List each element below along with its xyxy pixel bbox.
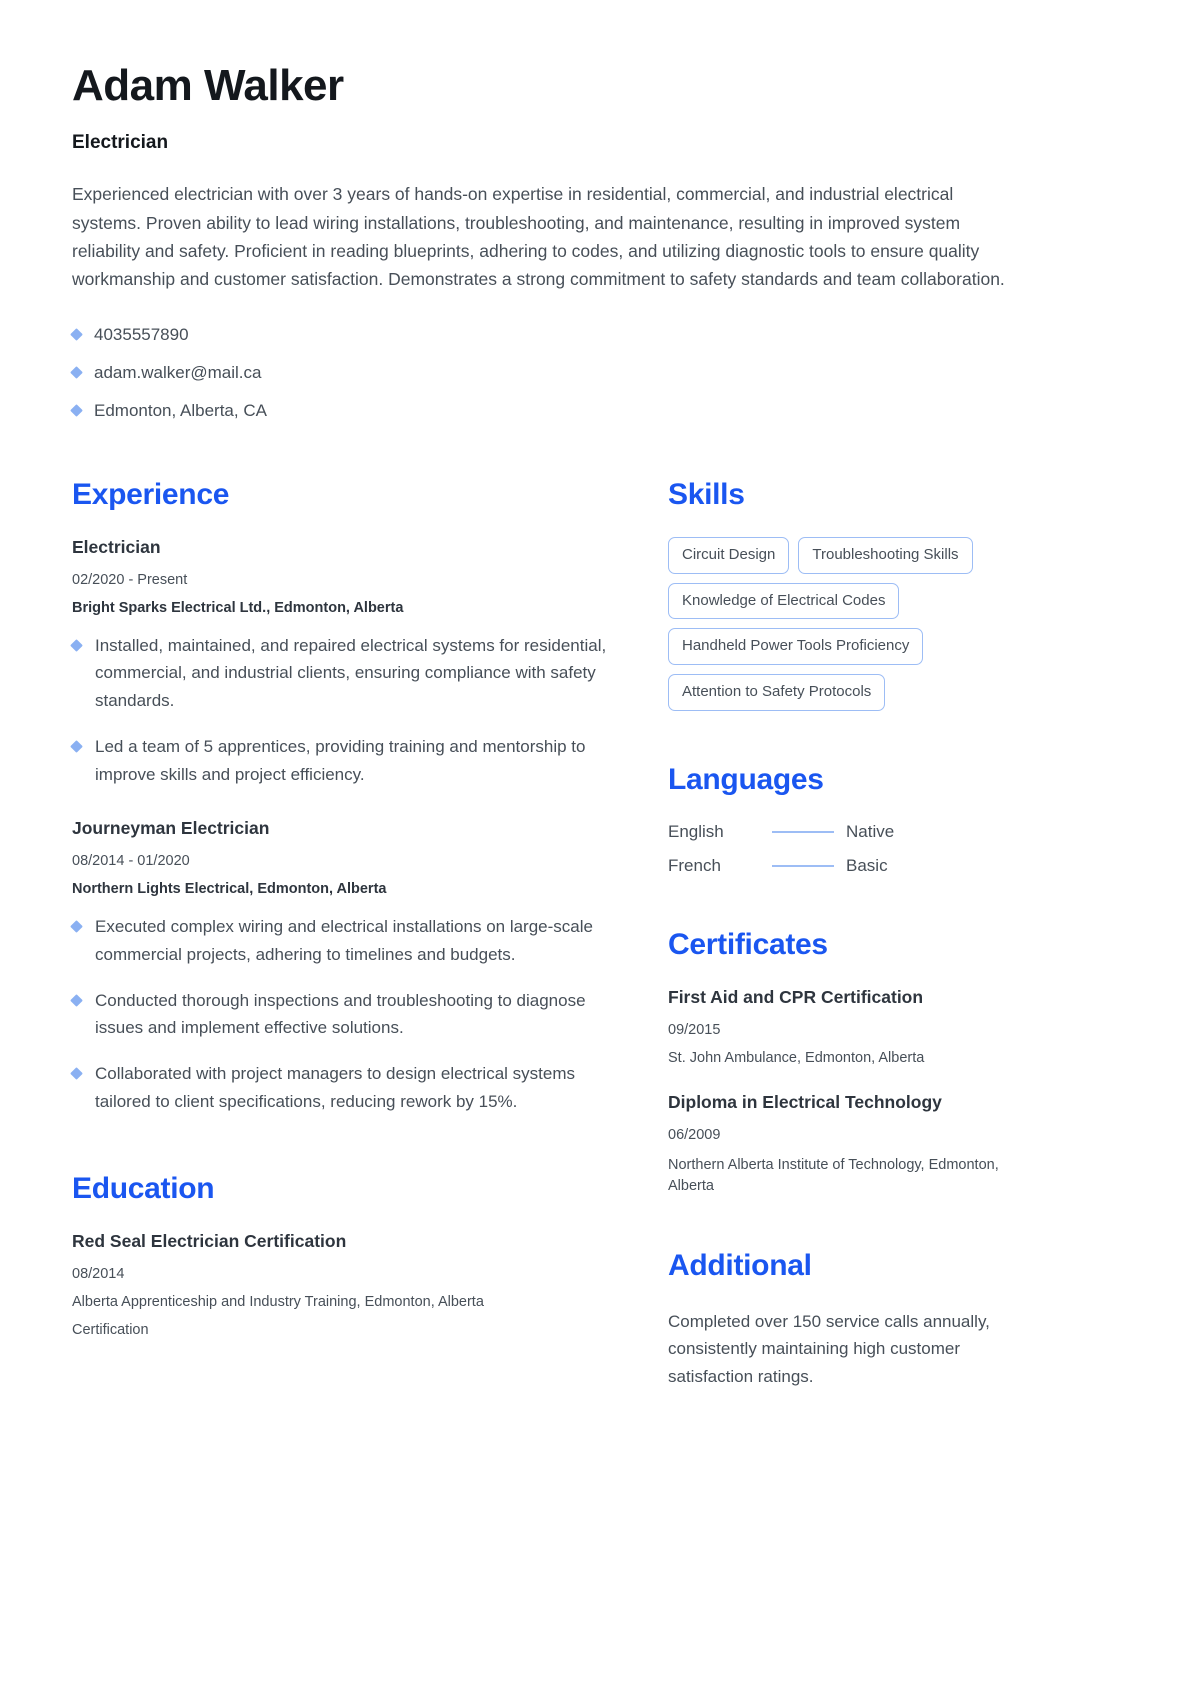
diamond-bullet-icon: [70, 994, 83, 1007]
contact-item-email: [72, 354, 1118, 392]
additional-heading: Additional: [668, 1248, 812, 1282]
diamond-bullet-icon: [70, 1067, 83, 1080]
education-section: [72, 1172, 620, 1338]
certificate-entry: [668, 1092, 1042, 1197]
diamond-bullet-icon: [70, 639, 83, 652]
experience-section: [72, 478, 620, 1116]
certificate-entry-organization: Northern Alberta Institute of Technology, Edmonton, Alberta: [668, 1156, 999, 1194]
skills-chip-list: [668, 537, 1042, 711]
experience-entry-organization: Bright Sparks Electrical Ltd., Edmonton, Alberta: [72, 599, 404, 616]
skills-heading: Skills: [668, 477, 745, 511]
skills-section: [668, 478, 1042, 711]
experience-entry-date: 08/2014 - 01/2020: [72, 853, 190, 870]
bullet-item: [72, 632, 620, 715]
certificate-entry-title: First Aid and CPR Certification: [668, 986, 924, 1007]
experience-heading: Experience: [72, 477, 230, 511]
bullet-item: [72, 987, 620, 1042]
experience-entry: [72, 818, 620, 1115]
certificate-entry-date: 09/2015: [668, 1021, 721, 1038]
contact-item-location: [72, 392, 1118, 430]
experience-entry: [72, 537, 620, 789]
education-heading: Education: [72, 1171, 215, 1205]
bullet-text: Installed, maintained, and repaired electrical systems for residential, commercial, and industrial clients, ensuring compliance with safety standards.: [95, 635, 607, 711]
contact-phone-value: 4035557890: [94, 324, 189, 344]
diamond-bullet-icon: [70, 920, 83, 933]
education-entry-title: Red Seal Electrician Certification: [72, 1230, 347, 1251]
skill-chip: Knowledge of Electrical Codes: [668, 583, 899, 620]
certificates-heading: Certificates: [668, 927, 828, 961]
language-name: French: [668, 855, 721, 875]
additional-section: [668, 1249, 1042, 1391]
language-level: Native: [846, 821, 895, 841]
bullet-item: [72, 733, 620, 788]
experience-entry-bullets: [72, 913, 620, 1115]
skill-chip: Attention to Safety Protocols: [668, 674, 885, 711]
certificate-entry-organization: St. John Ambulance, Edmonton, Alberta: [668, 1049, 925, 1066]
certificate-entry-title: Diploma in Electrical Technology: [668, 1091, 942, 1112]
education-entry-date: 08/2014: [72, 1265, 125, 1282]
resume-body-columns: [72, 478, 1118, 1391]
language-level-line: [772, 865, 834, 867]
certificate-entry: [668, 987, 1042, 1066]
candidate-job-title: Electrician: [72, 132, 169, 154]
bullet-text: Collaborated with project managers to design electrical systems tailored to client specifications, reducing rework by 15%.: [95, 1064, 576, 1111]
experience-entry-organization: Northern Lights Electrical, Edmonton, Alberta: [72, 881, 387, 898]
languages-section: [668, 763, 1042, 876]
contact-item-phone: [72, 316, 1118, 354]
language-name: English: [668, 821, 724, 841]
skill-chip: Troubleshooting Skills: [798, 537, 972, 574]
education-entry-extra: Certification: [72, 1321, 149, 1338]
skill-chip: Handheld Power Tools Proficiency: [668, 628, 923, 665]
experience-entry-title: Electrician: [72, 536, 161, 557]
bullet-item: [72, 913, 620, 968]
professional-summary: Experienced electrician with over 3 years of hands-on expertise in residential, commercial, and industrial electrical systems. Proven ability to lead wiring installations, troubleshooting, and maintenance, resulting in improved system reliability and safety. Proficient in reading blueprints, adhering to codes, and utilizing diagnostic tools to ensure quality workmanship and customer satisfaction. Demonstrates a strong commitment to safety standards and team collaboration.: [72, 184, 1005, 290]
language-level-line: [772, 831, 834, 833]
bullet-text: Led a team of 5 apprentices, providing training and mentorship to improve skills and project efficiency.: [95, 736, 586, 784]
diamond-bullet-icon: [70, 328, 83, 341]
contact-location-value: Edmonton, Alberta, CA: [94, 400, 267, 420]
right-column: [668, 478, 1042, 1391]
certificate-entry-date: 06/2009: [668, 1126, 721, 1143]
experience-entry-title: Journeyman Electrician: [72, 818, 270, 839]
education-entry-organization: Alberta Apprenticeship and Industry Training, Edmonton, Alberta: [72, 1293, 484, 1310]
experience-entry-bullets: [72, 632, 620, 789]
experience-entry-date: 02/2020 - Present: [72, 571, 188, 588]
diamond-bullet-icon: [70, 404, 83, 417]
contact-email-value: adam.walker@mail.ca: [94, 362, 262, 382]
education-entry: [72, 1231, 620, 1338]
bullet-text: Conducted thorough inspections and troubleshooting to diagnose issues and implement effective solutions.: [95, 990, 586, 1038]
left-column: [72, 478, 620, 1391]
additional-text: Completed over 150 service calls annually, consistently maintaining high customer satisfaction ratings.: [668, 1311, 990, 1386]
contact-list: [72, 316, 1118, 430]
language-row: [668, 856, 1042, 876]
language-level: Basic: [846, 855, 888, 875]
diamond-bullet-icon: [70, 740, 83, 753]
certificates-section: [668, 928, 1042, 1197]
candidate-name: Adam Walker: [72, 61, 344, 110]
diamond-bullet-icon: [70, 366, 83, 379]
bullet-text: Executed complex wiring and electrical installations on large-scale commercial projects, adhering to timelines and budgets.: [95, 917, 593, 964]
bullet-item: [72, 1060, 620, 1115]
language-row: [668, 822, 1042, 842]
languages-heading: Languages: [668, 762, 824, 796]
resume-header: [72, 62, 1118, 430]
skill-chip: Circuit Design: [668, 537, 789, 574]
